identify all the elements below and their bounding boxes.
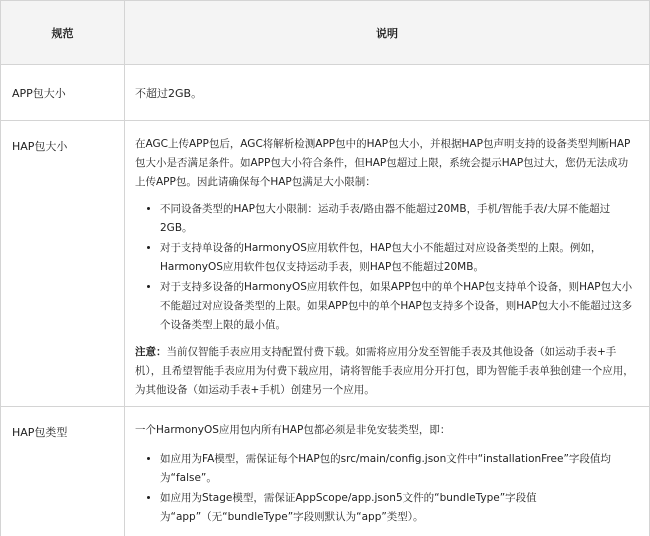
- spec-cell: HAP包类型: [1, 407, 125, 536]
- list-item: • 不同设备类型的HAP包大小限制：运动手表/路由器不能超过20MB，手机/智能手表/大屏不能超过2GB。: [160, 200, 635, 238]
- hap-type-intro: 一个HarmonyOS应用包内所有HAP包都必须是非免安装类型，即：: [135, 424, 451, 436]
- header-spec: 规范: [1, 1, 125, 64]
- table-row-app-size: [1, 65, 649, 121]
- note-paragraph: [135, 343, 635, 400]
- table-header-row: [1, 0, 649, 65]
- desc-cell: [125, 407, 649, 536]
- list-item: • 如应用为Stage模型，需保证AppScope/app.json5文件的“bundleType”字段值为“app”（无“bundleType”字段则默认为“app”类型）。: [160, 489, 635, 527]
- spec-cell: HAP包大小: [1, 121, 125, 406]
- spec-cell: APP包大小: [1, 65, 125, 120]
- hap-type-bullet-list: [135, 450, 635, 527]
- header-desc: 说明: [376, 26, 398, 40]
- table-row-hap-size: [1, 121, 649, 407]
- list-item: • 对于支持单设备的HarmonyOS应用软件包，HAP包大小不能超过对应设备类型的上限。例如，HarmonyOS应用软件包仅支持运动手表，则HAP包不能超过20MB。: [160, 239, 635, 277]
- hap-size-bullet-list: [135, 200, 635, 335]
- note-label: 注意：: [135, 346, 167, 358]
- desc-cell: 不超过2GB。: [135, 86, 203, 100]
- list-item: • 对于支持多设备的HarmonyOS应用软件包，如果APP包中的单个HAP包支持单个设备，则HAP包大小不能超过对应设备类型的上限。如果APP包中的单个HAP包支持多个设备，则HAP包大小不能超过这多个设备类型上限的最小值。: [160, 278, 635, 335]
- list-item: • 如应用为FA模型，需保证每个HAP包的src/main/config.json文件中“installationFree”字段值均为“false”。: [160, 450, 635, 488]
- table-row-hap-type: [1, 407, 649, 536]
- hap-size-intro: 在AGC上传APP包后，AGC将解析检测APP包中的HAP包大小，并根据HAP包声明支持的设备类型判断HAP包大小是否满足条件。如APP包大小符合条件，但HAP包超过上限，系统会提示HAP包过大，您仍无法成功上传APP包。因此请确保每个HAP包满足大小限制：: [135, 138, 631, 188]
- desc-cell: [125, 121, 649, 406]
- note-text: 当前仅智能手表应用支持配置付费下载。如需将应用分发至智能手表及其他设备（如运动手表+手机），且希望智能手表应用为付费下载应用，请将智能手表应用分开打包，即为智能手表单独创建一个应用，为其他设备（如运动手表+手机）创建另一个应用。: [135, 346, 634, 396]
